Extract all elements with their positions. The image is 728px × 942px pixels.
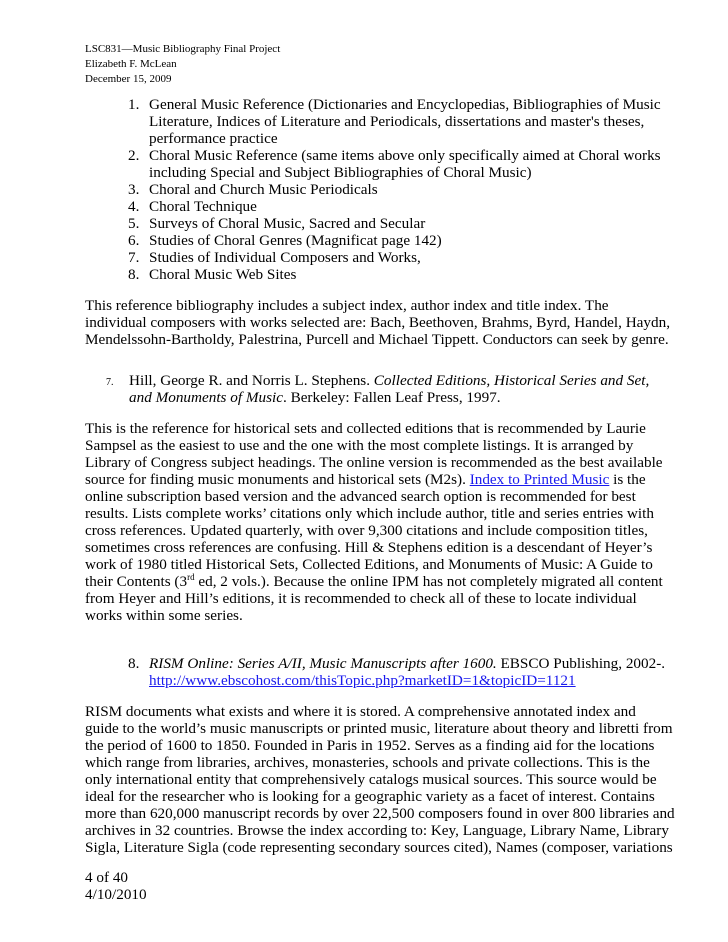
list-item-line: Studies of Individual Composers and Works, xyxy=(149,249,421,266)
paragraph-line: ideal for the researcher who is looking for a geographic variety as a facet of interest. Contains xyxy=(85,788,655,805)
paragraph-line: which range from libraries, archives, monasteries, schools and private collections. This is the xyxy=(85,754,650,771)
list-item-number: 5. xyxy=(128,215,140,232)
paragraph-line: This reference bibliography includes a subject index, author index and title index. The xyxy=(85,297,609,314)
list-item-line: Choral Music Reference (same items above only specifically aimed at Choral works xyxy=(149,147,661,164)
paragraph-line: from Heyer and Hill’s editions, it is recommended to check all of these to locate individual xyxy=(85,590,637,607)
footer-date: 4/10/2010 xyxy=(85,886,147,903)
list-item-line: including Special and Subject Bibliographies of Choral Music) xyxy=(149,164,532,181)
paragraph-line: sometimes cross references are confusing. Hill & Stephens edition is a descendant of Heyer’s xyxy=(85,539,653,556)
list-item-number: 6. xyxy=(128,232,140,249)
citation-publisher: EBSCO Publishing, 2002-. xyxy=(496,655,666,672)
list-item-line: Choral and Church Music Periodicals xyxy=(149,181,378,198)
superscript: rd xyxy=(187,571,195,582)
list-item-number: 8. xyxy=(128,266,140,283)
list-item-line: Studies of Choral Genres (Magnificat page 142) xyxy=(149,232,442,249)
paragraph-text: is the xyxy=(609,471,646,488)
paragraph-line: Sampsel as the easiest to use and the one with the most complete listings. It is arranged by xyxy=(85,437,634,454)
list-item-number: 2. xyxy=(128,147,140,164)
list-item-line: Literature, Indices of Literature and Periodicals, dissertations and master's theses, xyxy=(149,113,645,130)
paragraph-line: works within some series. xyxy=(85,607,243,624)
list-item-line: General Music Reference (Dictionaries and Encyclopedias, Bibliographies of Music xyxy=(149,96,661,113)
paragraph-line: results. Lists complete works’ citations only which include author, title and series entries with xyxy=(85,505,654,522)
citation-title: Collected Editions, Historical Series and Set, xyxy=(373,372,650,389)
paragraph-text: their Contents (3 xyxy=(85,573,188,590)
citation-number: 7. xyxy=(106,377,114,388)
paragraph-line: work of 1980 titled Historical Sets, Collected Editions, and Monuments of Music: A Guide to xyxy=(85,556,653,573)
paragraph-line: individual composers with works selected are: Bach, Beethoven, Brahms, Byrd, Handel, Haydn, xyxy=(85,314,671,331)
list-item-line: performance practice xyxy=(149,130,278,147)
paragraph-text: ed, 2 vols.). Because the online IPM has not completely migrated all content xyxy=(194,573,663,590)
list-item-number: 3. xyxy=(128,181,140,198)
index-to-printed-music-link[interactable]: Index to Printed Music xyxy=(469,471,610,488)
citation-number: 8. xyxy=(128,655,140,672)
list-item-number: 7. xyxy=(128,249,140,266)
paragraph-line: This is the reference for historical sets and collected editions that is recommended by Laurie xyxy=(85,420,646,437)
footer-page-number: 4 of 40 xyxy=(85,869,129,886)
paragraph-line: online subscription based version and the advanced search option is recommended for best xyxy=(85,488,636,505)
paragraph-line: Mendelssohn-Bartholdy, Palestrina, Purcell and Michael Tippett. Conductors can seek by genre. xyxy=(85,331,669,348)
citation-title: RISM Online: Series A/II, Music Manuscripts after 1600. xyxy=(149,655,497,672)
paragraph-line: guide to the world’s music manuscripts or printed music, literature about theory and libretti from xyxy=(85,720,673,737)
paragraph-line: Sigla, Literature Sigla (code representing secondary sources cited), Names (composer, variations xyxy=(85,839,673,856)
list-item-line: Surveys of Choral Music, Sacred and Secular xyxy=(149,215,426,232)
list-item-line: Choral Music Web Sites xyxy=(149,266,297,283)
paragraph-text: source for finding music monuments and historical sets (M2s). xyxy=(85,471,470,488)
list-item-number: 1. xyxy=(128,96,140,113)
ebscohost-url-link[interactable]: http://www.ebscohost.com/thisTopic.php?marketID=1&topicID=1121 xyxy=(149,672,576,689)
list-item-number: 4. xyxy=(128,198,140,215)
citation-title: and Monuments of Music xyxy=(129,389,283,406)
paragraph-line: cross references. Updated quarterly, with over 9,300 citations and include composition titles, xyxy=(85,522,648,539)
citation-authors: Hill, George R. and Norris L. Stephens. xyxy=(129,372,374,389)
citation-publisher: . Berkeley: Fallen Leaf Press, 1997. xyxy=(282,389,501,406)
paragraph-line: the period of 1600 to 1850. Founded in Paris in 1952. Serves as a finding aid for the locations xyxy=(85,737,655,754)
header-author: Elizabeth F. McLean xyxy=(85,58,177,70)
paragraph-line: only international entity that comprehensively catalogs musical sources. This source would be xyxy=(85,771,657,788)
header-date: December 15, 2009 xyxy=(85,73,172,85)
list-item-line: Choral Technique xyxy=(149,198,257,215)
header-course: LSC831—Music Bibliography Final Project xyxy=(85,43,281,55)
paragraph-line: RISM documents what exists and where it is stored. A comprehensive annotated index and xyxy=(85,703,636,720)
paragraph-line: archives in 32 countries. Browse the index according to: Key, Language, Library Name, Library xyxy=(85,822,669,839)
paragraph-line: more than 620,000 manuscript records by over 22,500 composers found in over 800 libraries and xyxy=(85,805,675,822)
citation-line xyxy=(129,388,501,407)
paragraph-line: Library of Congress subject headings. The online version is recommended as the best available xyxy=(85,454,663,471)
